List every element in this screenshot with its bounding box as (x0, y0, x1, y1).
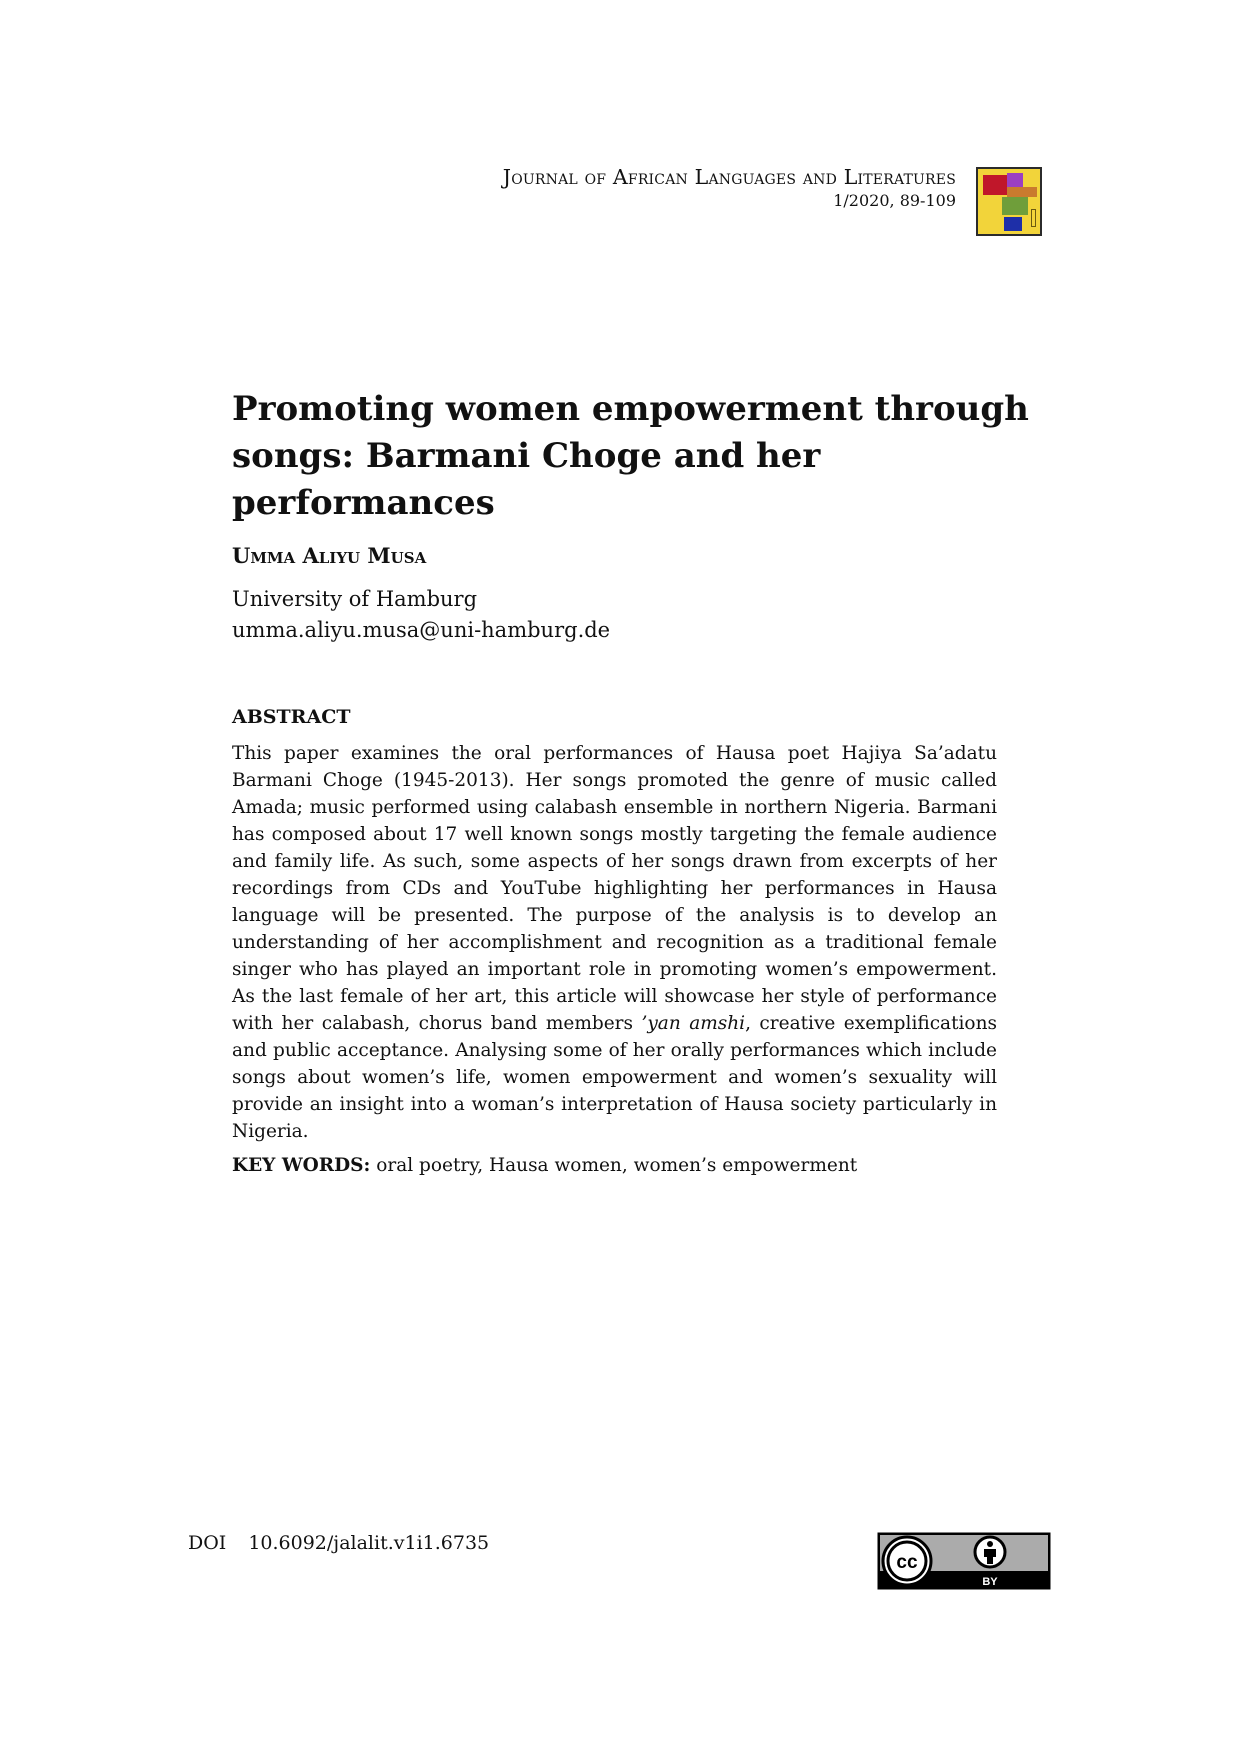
author-email[interactable]: umma.aliyu.musa@uni-hamburg.de (232, 618, 611, 642)
article-title: Promoting women empowerment through songs: Barmani Choge and her performances (232, 389, 1029, 523)
author-affiliation-block (232, 584, 610, 646)
abstract-body (232, 740, 997, 1145)
journal-logo (976, 167, 1042, 236)
author-affiliation: University of Hamburg (232, 587, 478, 611)
abstract-italic-term: ’yan amshi (641, 1013, 746, 1034)
keywords (232, 1152, 997, 1179)
abstract-text-part-1: This paper examines the oral performances of Hausa poet Hajiya Sa’adatu Barmani Choge (1945-2013). Her songs promoted the genre of music called Amada; music performed using calabash ensemble in northern Nigeria. Barmani has composed about 17 well known songs mostly targeting the female audience and family life. As such, some aspects of her songs drawn from excerpts of her recordings from CDs and YouTube highlighting her performances in Hausa language will be presented. The purpose of the analysis is to develop an understanding of her accomplishment and recognition as a traditional female singer who has played an important role in promoting women’s empowerment. As the last female of her art, this article will showcase her style of performance with her calabash, chorus band members (232, 743, 997, 1034)
keywords-label: KEY WORDS: (232, 1155, 371, 1176)
logo-purple-block (1007, 173, 1023, 187)
logo-red-block (983, 175, 1009, 195)
journal-name: Journal of African Languages and Literatures (502, 165, 956, 189)
logo-outline-block (1031, 209, 1036, 227)
abstract-text-part-2: , creative exemplifications and public acceptance. Analysing some of her orally performances which include songs about women’s life, women empowerment and women’s sexuality will provide an insight into a woman’s interpretation of Hausa society particularly in Nigeria. (232, 1013, 997, 1142)
logo-blue-block (1004, 217, 1022, 231)
abstract-heading: ABSTRACT (232, 706, 351, 728)
logo-green-block (1002, 197, 1028, 215)
author-name: Umma Aliyu Musa (232, 543, 427, 568)
cc-logo-text: cc (896, 1552, 918, 1573)
by-label: BY (982, 1576, 998, 1588)
keywords-text: oral poetry, Hausa women, women’s empowerment (376, 1155, 858, 1176)
doi (188, 1530, 489, 1556)
doi-value[interactable]: 10.6092/jalalit.v1i1.6735 (248, 1532, 490, 1554)
journal-header (400, 165, 956, 213)
doi-label: DOI (188, 1532, 227, 1554)
cc-by-attribution-icon (975, 1537, 1005, 1567)
logo-orange-block (1007, 187, 1037, 197)
cc-by-badge-graphic (877, 1532, 1051, 1590)
journal-issue: 1/2020, 89-109 (833, 191, 956, 210)
cc-by-license-badge[interactable] (877, 1532, 1051, 1590)
